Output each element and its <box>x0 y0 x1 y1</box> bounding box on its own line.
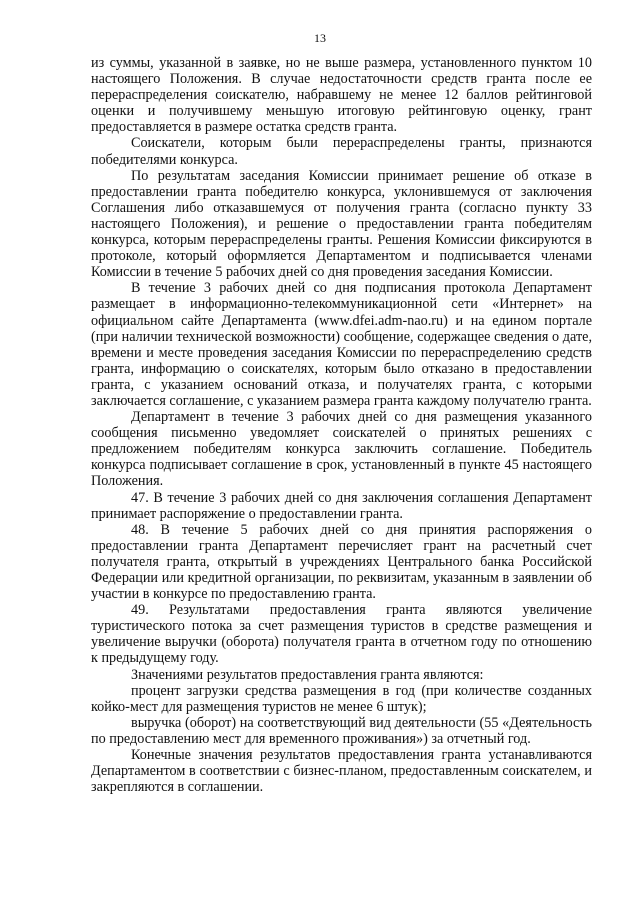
paragraph-notification: Департамент в течение 3 рабочих дней со дня размещения указанного сообщения письменно уведомляет соискателей о принятых решениях с предложением победителям конкурса заключить соглашение. Победитель конкурса подписывает соглашение в срок, установленный в пункте 45 настоящего Положения. <box>91 409 592 490</box>
paragraph-item-49: 49. Результатами предоставления гранта являются увеличение туристического потока за счет размещения туристов в средстве размещения и увеличение выручки (оборота) получателя гранта в отчетном году по отношению к предыдущему году. <box>91 602 592 667</box>
paragraph-result-values-intro: Значениями результатов предоставления гранта являются: <box>131 666 484 683</box>
page-number: 13 <box>314 31 326 45</box>
paragraph-item-48: 48. В течение 5 рабочих дней со дня принятия распоряжения о предоставлении гранта Департамент перечисляет грант на расчетный счет получателя гранта, открытый в учреждениях Центрального банка Российской Федерации или кредитной организации, по реквизитам, указанным в заявлении об участии в конкурсе по предоставлению гранта. <box>91 521 592 603</box>
paragraph-publication: В течение 3 рабочих дней со дня подписания протокола Департамент размещает в информационно-телекоммуникационной сети «Интернет» на официальном сайте Департамента (www.dfei.adm-nao.ru) и на едином портале (при наличии технической возможности) сообщение, содержащее сведения о дате, времени и месте проведения заседания Комиссии по перераспределению средств гранта, информацию о соискателях, которым было отказано в предоставлении гранта, с указанием оснований отказа, и получателях гранта, с которыми заключается соглашение, с указанием размера гранта каждому получателю гранта. <box>91 280 592 409</box>
paragraph-winners-redistribution: Соискатели, которым были перераспределены гранты, признаются победителями конкурса. <box>91 135 592 168</box>
paragraph-commission-decision: По результатам заседания Комиссии принимает решение об отказе в предоставлении гранта победителю конкурса, уклонившемуся от заключения Соглашения либо отказавшемуся от получения гранта (согласно пункту 33 настоящего Положения), и решение о предоставлении гранта победителям конкурса, которым перераспределены гранты. Решения Комиссии фиксируются в протоколе, который оформляется Департаментом и подписывается членами Комиссии в течение 5 рабочих дней со дня проведения заседания Комиссии. <box>91 167 592 281</box>
paragraph-continuation: из суммы, указанной в заявке, но не выше размера, установленного пунктом 10 настоящего Положения. В случае недостаточности средств гранта после ее перераспределения соискателю, набравшему не менее 12 баллов рейтинговой оценки и получившему меньшую итоговую рейтинговую оценку, грант предоставляется в размере остатка средств гранта. <box>91 55 592 136</box>
paragraph-revenue: выручка (оборот) на соответствующий вид деятельности (55 «Деятельность по предоставлению мест для временного проживания») за отчетный год. <box>91 714 592 747</box>
paragraph-occupancy-percent: процент загрузки средства размещения в год (при количестве созданных койко-мест для размещения туристов не менее 6 штук); <box>91 682 592 715</box>
paragraph-final-values: Конечные значения результатов предоставления гранта устанавливаются Департаментом в соответствии с бизнес-планом, предоставленным соискателем, и закрепляются в соглашении. <box>91 747 592 796</box>
paragraph-item-47: 47. В течение 3 рабочих дней со дня заключения соглашения Департамент принимает распоряжение о предоставлении гранта. <box>91 489 592 522</box>
document-body <box>91 55 592 795</box>
